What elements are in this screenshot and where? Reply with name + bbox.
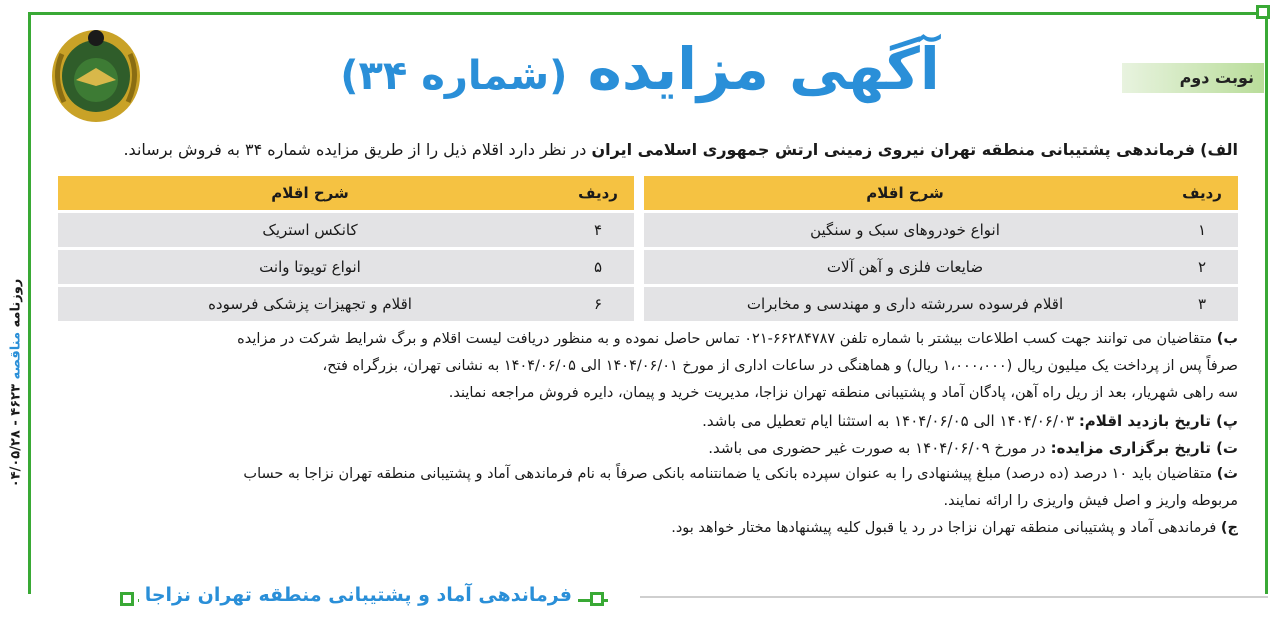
intro-paragraph: [123, 140, 1238, 159]
row-number: ۶: [562, 287, 634, 321]
row-desc: اقلام و تجهیزات پزشکی فرسوده: [58, 287, 562, 321]
intro-rest: در نظر دارد اقلام ذیل را از طریق مزایده شماره ۳۴ به فروش برساند.: [123, 140, 587, 159]
paragraph-b-line2: صرفاً پس از پرداخت یک میلیون ریال (۱،۰۰۰،۰۰۰ ریال) و هماهنگی در ساعات اداری از مورخ ۱۴۰۴/۰۶/۰۱ الی ۱۴۰۴/۰۶/۰۵ به نشانی تهران، بزرگراه فتح،: [322, 358, 1238, 374]
paragraph-b-line1: ب) متقاضیان می توانند جهت کسب اطلاعات بیشتر با شماره تلفن ۶۶۲۸۴۷۸۷-۰۲۱ تماس حاصل نموده و به منظور دریافت لیست اقلام و برگ شرایط شرکت در مزایده: [237, 331, 1238, 347]
header-desc-col-2: شرح اقلام: [58, 176, 562, 210]
table-row: [58, 250, 1238, 284]
row-number: ۲: [1166, 250, 1238, 284]
header-row-col-2: ردیف: [562, 176, 634, 210]
footer-signature: [120, 582, 640, 616]
footer-square-right: [590, 592, 604, 606]
title-number: (شماره ۳۴): [340, 53, 568, 99]
row-number: ۵: [562, 250, 634, 284]
paragraph-s-line1: ث) متقاضیان باید ۱۰ درصد (ده درصد) مبلغ پیشنهادی را به عنوان سپرده بانکی یا ضمانتنامه بانکی صرفاً به نام فرماندهی آماد و پشتیبانی منطقه تهران نزاجا به حساب: [243, 466, 1238, 482]
table-row: [58, 213, 1238, 247]
header-desc-col: شرح اقلام: [644, 176, 1166, 210]
row-desc: انواع خودروهای سبک و سنگین: [644, 213, 1166, 247]
title-main: آگهی مزایده: [587, 35, 940, 103]
row-desc: انواع تویوتا وانت: [58, 250, 562, 284]
header-row-col: ردیف: [1166, 176, 1238, 210]
paragraph-j: ج) فرماندهی آماد و پشتیبانی منطقه تهران نزاجا در رد یا قبول کلیه پیشنهادها مختار خواهد بود.: [671, 520, 1238, 536]
side-brand: مناقصه: [8, 331, 24, 380]
table-header-row: [58, 176, 1238, 210]
table-row: [58, 287, 1238, 321]
intro-label: الف): [1200, 140, 1238, 159]
row-number: ۳: [1166, 287, 1238, 321]
round-badge: نوبت دوم: [1122, 63, 1264, 93]
paragraph-b-label: ب): [1216, 331, 1238, 347]
side-newspaper: روزنامه: [8, 278, 24, 328]
paragraph-auction-date: ت) تاریخ برگزاری مزایده: در مورخ ۱۴۰۴/۰۶/۰۹ به صورت غیر حضوری می باشد.: [708, 439, 1238, 457]
intro-org: فرماندهی پشتیبانی منطقه تهران نیروی زمینی ارتش جمهوری اسلامی ایران: [591, 140, 1196, 159]
footer-square-left: [120, 592, 134, 606]
row-desc: اقلام فرسوده سررشته داری و مهندسی و مخابرات: [644, 287, 1166, 321]
footer-signature-text: فرماندهی آماد و پشتیبانی منطقه تهران نزاجا: [139, 584, 578, 606]
bottom-divider: [640, 596, 1268, 598]
row-desc: کانکس استریک: [58, 213, 562, 247]
paragraph-visit-date: پ) تاریخ بازدید اقلام: ۱۴۰۴/۰۶/۰۳ الی ۱۴۰۴/۰۶/۰۵ به استثنا ایام تعطیل می باشد.: [702, 412, 1238, 430]
row-number: ۴: [562, 213, 634, 247]
corner-square-top-right: [1256, 5, 1270, 19]
paragraph-b-line3: سه راهی شهریار، بعد از ریل راه آهن، پادگان آماد و پشتیبانی منطقه تهران نزاجا، مدیریت خرید و پیمان، دایره فروش مراجعه نمایند.: [448, 385, 1238, 401]
row-desc: ضایعات فلزی و آهن آلات: [644, 250, 1166, 284]
items-table: [58, 173, 1238, 324]
paragraph-s-line2: مربوطه واریز و اصل فیش واریزی را ارائه نمایند.: [943, 493, 1238, 509]
army-emblem-icon: [48, 24, 144, 124]
notice-title: [330, 24, 950, 114]
row-number: ۱: [1166, 213, 1238, 247]
newspaper-side-label: [2, 258, 30, 508]
side-issue: ۴۶۲۳ - ۰۴/۰۵/۲۸: [8, 383, 24, 488]
